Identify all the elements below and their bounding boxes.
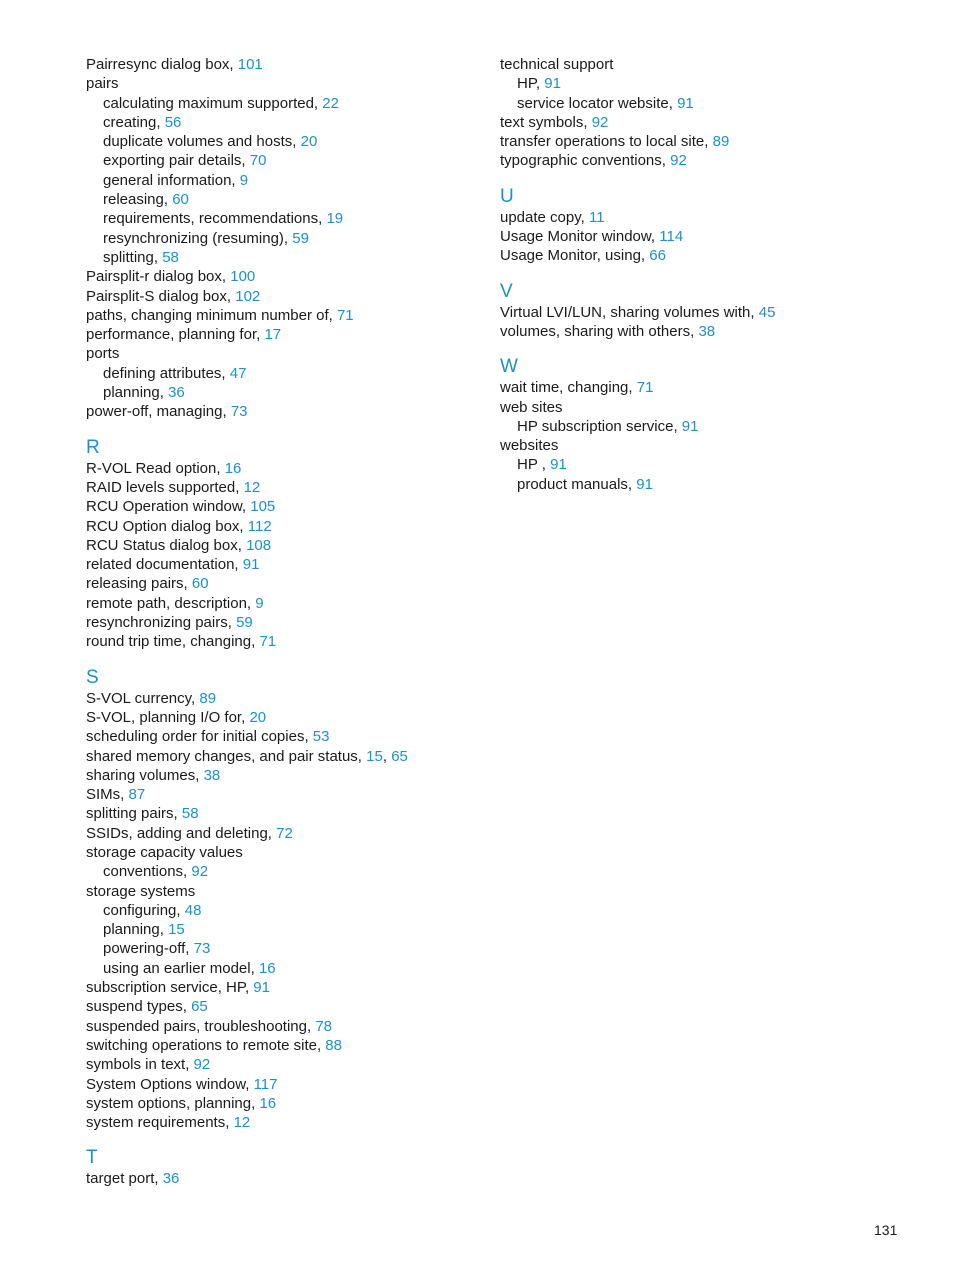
index-subentry xyxy=(86,383,476,402)
page-link[interactable]: 100 xyxy=(230,268,256,286)
index-subentry xyxy=(500,74,900,93)
index-term: shared memory changes, and pair status, xyxy=(86,747,362,765)
index-entry xyxy=(86,1113,476,1132)
page-link[interactable]: 72 xyxy=(276,824,293,842)
page-link[interactable]: 78 xyxy=(315,1017,333,1035)
page-link[interactable]: 66 xyxy=(649,247,666,265)
page-link[interactable]: 48 xyxy=(184,901,202,919)
index-term: product manuals, xyxy=(517,475,633,493)
index-letter-heading: T xyxy=(86,1147,98,1169)
index-entry xyxy=(86,55,476,74)
page-link[interactable]: 65 xyxy=(391,747,408,765)
index-entry xyxy=(86,632,476,651)
page-link[interactable]: 89 xyxy=(712,133,730,151)
page-link[interactable]: 71 xyxy=(336,306,354,324)
index-subentry xyxy=(86,229,476,248)
index-term: creating, xyxy=(103,113,161,131)
index-term: storage capacity values xyxy=(86,843,243,861)
index-subentry xyxy=(86,248,476,267)
index-term: technical support xyxy=(500,56,614,73)
index-entry xyxy=(86,344,476,363)
index-entry xyxy=(86,306,476,325)
index-subentry xyxy=(86,190,476,209)
page-link[interactable]: 105 xyxy=(250,498,276,516)
index-entry xyxy=(86,497,476,516)
index-term: service locator website, xyxy=(517,94,673,112)
index-subentry xyxy=(86,209,476,228)
index-term: subscription service, HP, xyxy=(86,979,250,997)
index-entry xyxy=(500,227,900,246)
index-entry xyxy=(86,287,476,306)
index-term: performance, planning for, xyxy=(86,326,261,344)
index-entry xyxy=(86,1036,476,1055)
index-subentry xyxy=(86,94,476,113)
page-link[interactable]: 65 xyxy=(191,998,208,1016)
page-link[interactable]: 117 xyxy=(253,1075,278,1093)
index-entry xyxy=(500,436,900,455)
page-link[interactable]: 58 xyxy=(181,805,199,823)
page-link[interactable]: 92 xyxy=(191,863,209,881)
index-term: conventions, xyxy=(103,863,188,881)
index-term: Pairresync dialog box, xyxy=(86,56,234,73)
index-subentry xyxy=(86,862,476,881)
page-link[interactable]: 15 xyxy=(366,747,383,765)
index-term: update copy, xyxy=(500,208,585,226)
index-term: resynchronizing (resuming), xyxy=(103,229,289,247)
index-entry xyxy=(86,843,476,862)
page-link[interactable]: 71 xyxy=(259,633,277,651)
page-link[interactable]: 53 xyxy=(312,728,330,746)
page-link[interactable]: 101 xyxy=(237,56,263,73)
index-entry xyxy=(500,303,900,322)
index-term: releasing pairs, xyxy=(86,575,188,593)
index-entry xyxy=(86,613,476,632)
index-term: RCU Option dialog box, xyxy=(86,517,244,535)
index-term: System Options window, xyxy=(86,1075,250,1093)
index-term: HP, xyxy=(517,75,541,93)
index-term: text symbols, xyxy=(500,113,588,131)
index-term: round trip time, changing, xyxy=(86,633,256,651)
page-link[interactable]: 60 xyxy=(191,575,209,593)
index-entry xyxy=(86,267,476,286)
page-link[interactable]: 36 xyxy=(162,1170,180,1188)
page-link[interactable]: 91 xyxy=(550,456,567,474)
page-link[interactable]: 9 xyxy=(255,594,264,612)
index-term: system requirements, xyxy=(86,1114,230,1132)
index-term: S-VOL currency, xyxy=(86,689,196,707)
page-link[interactable]: 38 xyxy=(203,766,221,784)
index-term: HP , xyxy=(517,456,546,474)
page-link[interactable]: 12 xyxy=(243,478,261,496)
index-entry xyxy=(86,766,476,785)
page-link[interactable]: 16 xyxy=(224,459,242,477)
index-term: transfer operations to local site, xyxy=(500,133,709,151)
index-entry xyxy=(500,398,900,417)
page-link[interactable]: 73 xyxy=(193,940,211,958)
index-term: ports xyxy=(86,345,120,363)
index-term: wait time, changing, xyxy=(500,379,633,397)
index-entry xyxy=(86,1017,476,1036)
index-term: exporting pair details, xyxy=(103,152,246,170)
index-term: SIMs, xyxy=(86,786,125,804)
page-link[interactable]: 59 xyxy=(292,229,309,247)
page-link[interactable]: 47 xyxy=(229,364,247,382)
index-term: configuring, xyxy=(103,901,181,919)
page-link[interactable]: 16 xyxy=(258,959,276,977)
index-term: releasing, xyxy=(103,191,169,209)
page-link[interactable]: 87 xyxy=(128,786,146,804)
index-entry xyxy=(86,882,476,901)
index-entry xyxy=(500,246,900,265)
page-link[interactable]: 20 xyxy=(300,133,318,151)
index-entry xyxy=(86,708,476,727)
index-subentry xyxy=(500,417,900,436)
index-entry xyxy=(86,574,476,593)
index-term: RCU Status dialog box, xyxy=(86,536,242,554)
page-link[interactable]: 91 xyxy=(253,979,270,997)
index-term: calculating maximum supported, xyxy=(103,94,319,112)
index-entry xyxy=(86,325,476,344)
index-term: resynchronizing pairs, xyxy=(86,614,232,632)
index-term: S-VOL, planning I/O for, xyxy=(86,708,246,726)
index-term: switching operations to remote site, xyxy=(86,1036,322,1054)
index-subentry xyxy=(86,959,476,978)
index-letter-heading: W xyxy=(500,356,518,378)
index-entry xyxy=(86,1169,476,1188)
index-term: symbols in text, xyxy=(86,1056,190,1074)
page-link[interactable]: 91 xyxy=(677,94,694,112)
index-term: target port, xyxy=(86,1170,159,1188)
page-link[interactable]: 20 xyxy=(249,708,267,726)
page-link[interactable]: 22 xyxy=(322,94,339,112)
page-link[interactable]: 56 xyxy=(164,113,182,131)
page-number: 131 xyxy=(874,1222,898,1238)
page-link[interactable]: 91 xyxy=(544,75,561,93)
page-link[interactable]: 15 xyxy=(168,921,185,939)
page-link[interactable]: 16 xyxy=(259,1094,277,1112)
index-column-right xyxy=(500,55,900,494)
index-entry xyxy=(86,1055,476,1074)
page-link[interactable]: 88 xyxy=(325,1036,342,1054)
page-link[interactable]: 19 xyxy=(326,210,344,228)
index-term: typographic conventions, xyxy=(500,152,666,170)
page-link[interactable]: 108 xyxy=(246,536,272,554)
index-entry xyxy=(500,113,900,132)
index-entry xyxy=(86,1075,476,1094)
index-term: pairs xyxy=(86,75,119,93)
index-term: sharing volumes, xyxy=(86,766,200,784)
index-entry xyxy=(86,1094,476,1113)
page-link[interactable]: 114 xyxy=(659,228,684,246)
index-term: R-VOL Read option, xyxy=(86,459,221,477)
index-term: planning, xyxy=(103,384,164,402)
index-entry xyxy=(86,824,476,843)
index-subentry xyxy=(86,132,476,151)
index-term: general information, xyxy=(103,171,236,189)
index-entry xyxy=(86,555,476,574)
index-entry xyxy=(500,55,900,74)
index-subentry xyxy=(86,113,476,132)
page-link[interactable]: 102 xyxy=(235,287,261,305)
index-subentry xyxy=(86,920,476,939)
page-link[interactable]: 58 xyxy=(162,248,179,266)
index-entry xyxy=(500,132,900,151)
index-term: paths, changing minimum number of, xyxy=(86,306,333,324)
page-link[interactable]: 73 xyxy=(230,403,248,421)
page-link[interactable]: 92 xyxy=(591,113,609,131)
page-link[interactable]: 59 xyxy=(236,614,253,632)
page-link[interactable]: 91 xyxy=(636,475,653,493)
index-term: power-off, managing, xyxy=(86,403,227,421)
index-term: defining attributes, xyxy=(103,364,226,382)
index-subentry xyxy=(86,901,476,920)
index-entry xyxy=(86,689,476,708)
index-term: Virtual LVI/LUN, sharing volumes with, xyxy=(500,303,755,321)
index-term: websites xyxy=(500,437,559,455)
index-letter-heading: R xyxy=(86,436,100,458)
index-entry xyxy=(500,378,900,397)
index-entry xyxy=(86,727,476,746)
index-entry xyxy=(500,151,900,170)
page-link[interactable]: 92 xyxy=(193,1056,211,1074)
index-letter-heading: U xyxy=(500,185,514,207)
index-term: splitting, xyxy=(103,248,159,266)
index-term: requirements, recommendations, xyxy=(103,210,323,228)
index-entry xyxy=(86,804,476,823)
page-link[interactable]: 9 xyxy=(239,171,249,189)
index-term: planning, xyxy=(103,921,164,939)
index-subentry xyxy=(500,455,900,474)
index-entry: shared memory changes, and pair status, 15, 65 xyxy=(86,747,408,765)
index-entry xyxy=(86,459,476,478)
page-link[interactable]: 91 xyxy=(242,556,260,574)
page-link[interactable]: 71 xyxy=(636,379,654,397)
page-link[interactable]: 70 xyxy=(249,152,267,170)
index-letter-heading: S xyxy=(86,666,99,688)
index-entry xyxy=(86,536,476,555)
index-term: RCU Operation window, xyxy=(86,498,247,516)
index-term: storage systems xyxy=(86,882,196,900)
index-entry xyxy=(86,978,476,997)
index-subentry xyxy=(86,939,476,958)
index-subentry xyxy=(500,94,900,113)
index-term: RAID levels supported, xyxy=(86,478,240,496)
index-term: related documentation, xyxy=(86,556,239,574)
index-term: Usage Monitor, using, xyxy=(500,247,646,265)
index-entry xyxy=(86,478,476,497)
index-term: suspended pairs, troubleshooting, xyxy=(86,1017,312,1035)
page-link[interactable]: 89 xyxy=(199,689,217,707)
page-link[interactable]: 12 xyxy=(233,1114,251,1132)
index-term: powering-off, xyxy=(103,940,190,958)
page-link[interactable]: 91 xyxy=(681,417,699,435)
index-entry xyxy=(86,997,476,1016)
index-term: remote path, description, xyxy=(86,594,252,612)
index-term: scheduling order for initial copies, xyxy=(86,728,309,746)
index-term: volumes, sharing with others, xyxy=(500,322,695,340)
page-link[interactable]: 38 xyxy=(698,322,716,340)
index-entry xyxy=(86,517,476,536)
index-subentry xyxy=(86,151,476,170)
index-term: duplicate volumes and hosts, xyxy=(103,133,297,151)
index-term: Usage Monitor window, xyxy=(500,228,656,246)
index-term: suspend types, xyxy=(86,998,187,1016)
index-term: SSIDs, adding and deleting, xyxy=(86,824,272,842)
index-entry xyxy=(86,594,476,613)
index-entry xyxy=(86,785,476,804)
index-term: using an earlier model, xyxy=(103,959,255,977)
index-term: system options, planning, xyxy=(86,1094,256,1112)
index-entry xyxy=(500,208,900,227)
index-term: Pairsplit-S dialog box, xyxy=(86,287,232,305)
index-term: HP subscription service, xyxy=(517,417,678,435)
index-entry xyxy=(500,322,900,341)
index-term: Pairsplit-r dialog box, xyxy=(86,268,227,286)
index-subentry xyxy=(86,364,476,383)
index-letter-heading: V xyxy=(500,280,513,302)
index-term: web sites xyxy=(500,398,563,416)
index-subentry xyxy=(86,171,476,190)
page-link[interactable]: 60 xyxy=(172,191,189,209)
page-link[interactable]: 92 xyxy=(670,152,687,170)
index-term: splitting pairs, xyxy=(86,805,178,823)
index-subentry xyxy=(500,475,900,494)
index-column-left xyxy=(86,55,476,1189)
page-link[interactable]: 36 xyxy=(168,384,185,402)
page-link[interactable]: 45 xyxy=(758,303,776,321)
index-entry xyxy=(86,74,476,93)
index-entry xyxy=(86,402,476,421)
page-link[interactable]: 17 xyxy=(264,326,282,344)
page-link[interactable]: 11 xyxy=(588,208,605,226)
page-link[interactable]: 112 xyxy=(247,517,272,535)
